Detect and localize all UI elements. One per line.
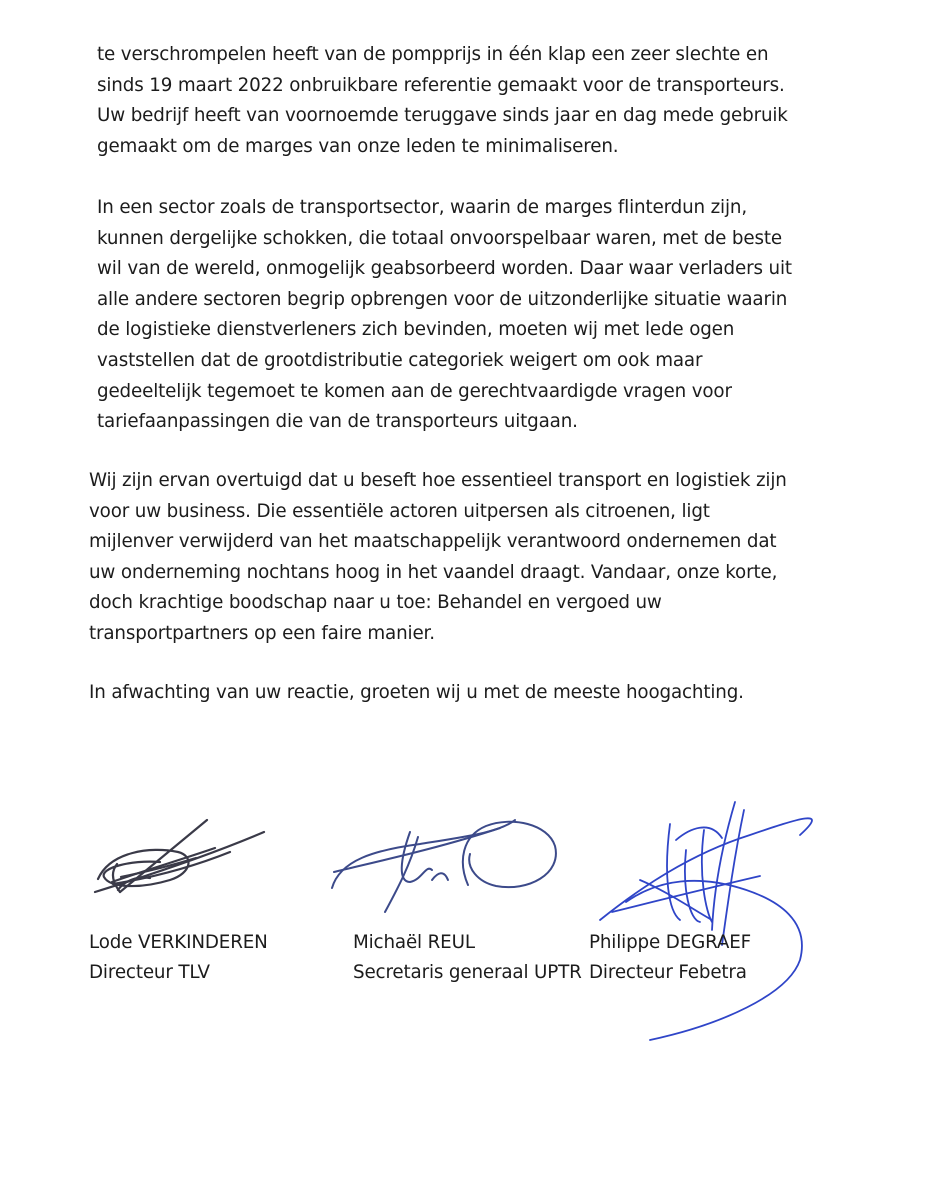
signature-block [0, 780, 938, 1080]
paragraph-line: voor uw business. Die essentiële actoren uitpersen als citroenen, ligt [89, 500, 710, 522]
signatory-name: Lode VERKINDEREN [89, 932, 268, 953]
paragraph-2 [97, 193, 792, 438]
paragraph-line: kunnen dergelijke schokken, die totaal onvoorspelbaar waren, met de beste [97, 227, 782, 249]
paragraph-line: Uw bedrijf heeft van voornoemde teruggave sinds jaar en dag mede gebruik [97, 105, 788, 127]
signatory-name: Philippe DEGRAEF [589, 932, 752, 953]
signatory-role: Secretaris generaal UPTR [353, 962, 582, 983]
paragraph-line: transportpartners op een faire manier. [89, 622, 435, 644]
paragraph-line: alle andere sectoren begrip opbrengen voor de uitzonderlijke situatie waarin [97, 288, 788, 310]
closing-paragraph [89, 678, 744, 709]
paragraph-3 [89, 466, 787, 650]
paragraph-line: uw onderneming nochtans hoog in het vaandel draagt. Vandaar, onze korte, [89, 561, 778, 583]
signature-degraef [600, 802, 812, 1040]
paragraph-line: wil van de wereld, onmogelijk geabsorbeerd worden. Daar waar verladers uit [97, 258, 792, 280]
paragraph-1 [97, 40, 788, 162]
signature-verkinderen [95, 820, 264, 892]
paragraph-line: de logistieke dienstverleners zich bevinden, moeten wij met lede ogen [97, 319, 735, 341]
signatory-name: Michaël REUL [353, 932, 475, 953]
paragraph-line: mijlenver verwijderd van het maatschappelijk verantwoord ondernemen dat [89, 531, 777, 553]
paragraph-line: vaststellen dat de grootdistributie categoriek weigert om ook maar [97, 349, 703, 371]
paragraph-line: doch krachtige boodschap naar u toe: Behandel en vergoed uw [89, 592, 662, 614]
signature-reul [332, 820, 556, 912]
paragraph-line: tariefaanpassingen die van de transporteurs uitgaan. [97, 411, 578, 433]
signatory-reul [353, 928, 582, 988]
paragraph-line: In een sector zoals de transportsector, waarin de marges flinterdun zijn, [97, 197, 748, 218]
signatory-role: Directeur Febetra [589, 962, 747, 983]
paragraph-line: Wij zijn ervan overtuigd dat u beseft hoe essentieel transport en logistiek zijn [89, 470, 787, 491]
paragraph-line: sinds 19 maart 2022 onbruikbare referentie gemaakt voor de transporteurs. [97, 74, 785, 96]
signatory-role: Directeur TLV [89, 962, 210, 983]
paragraph-line: te verschrompelen heeft van de pompprijs in één klap een zeer slechte en [97, 44, 769, 65]
paragraph-line: gemaakt om de marges van onze leden te minimaliseren. [97, 135, 619, 157]
paragraph-line: In afwachting van uw reactie, groeten wij u met de meeste hoogachting. [89, 682, 744, 703]
paragraph-line: gedeeltelijk tegemoet te komen aan de gerechtvaardigde vragen voor [97, 380, 732, 402]
signatory-degraef [589, 928, 751, 988]
signatory-verkinderen [89, 928, 268, 988]
